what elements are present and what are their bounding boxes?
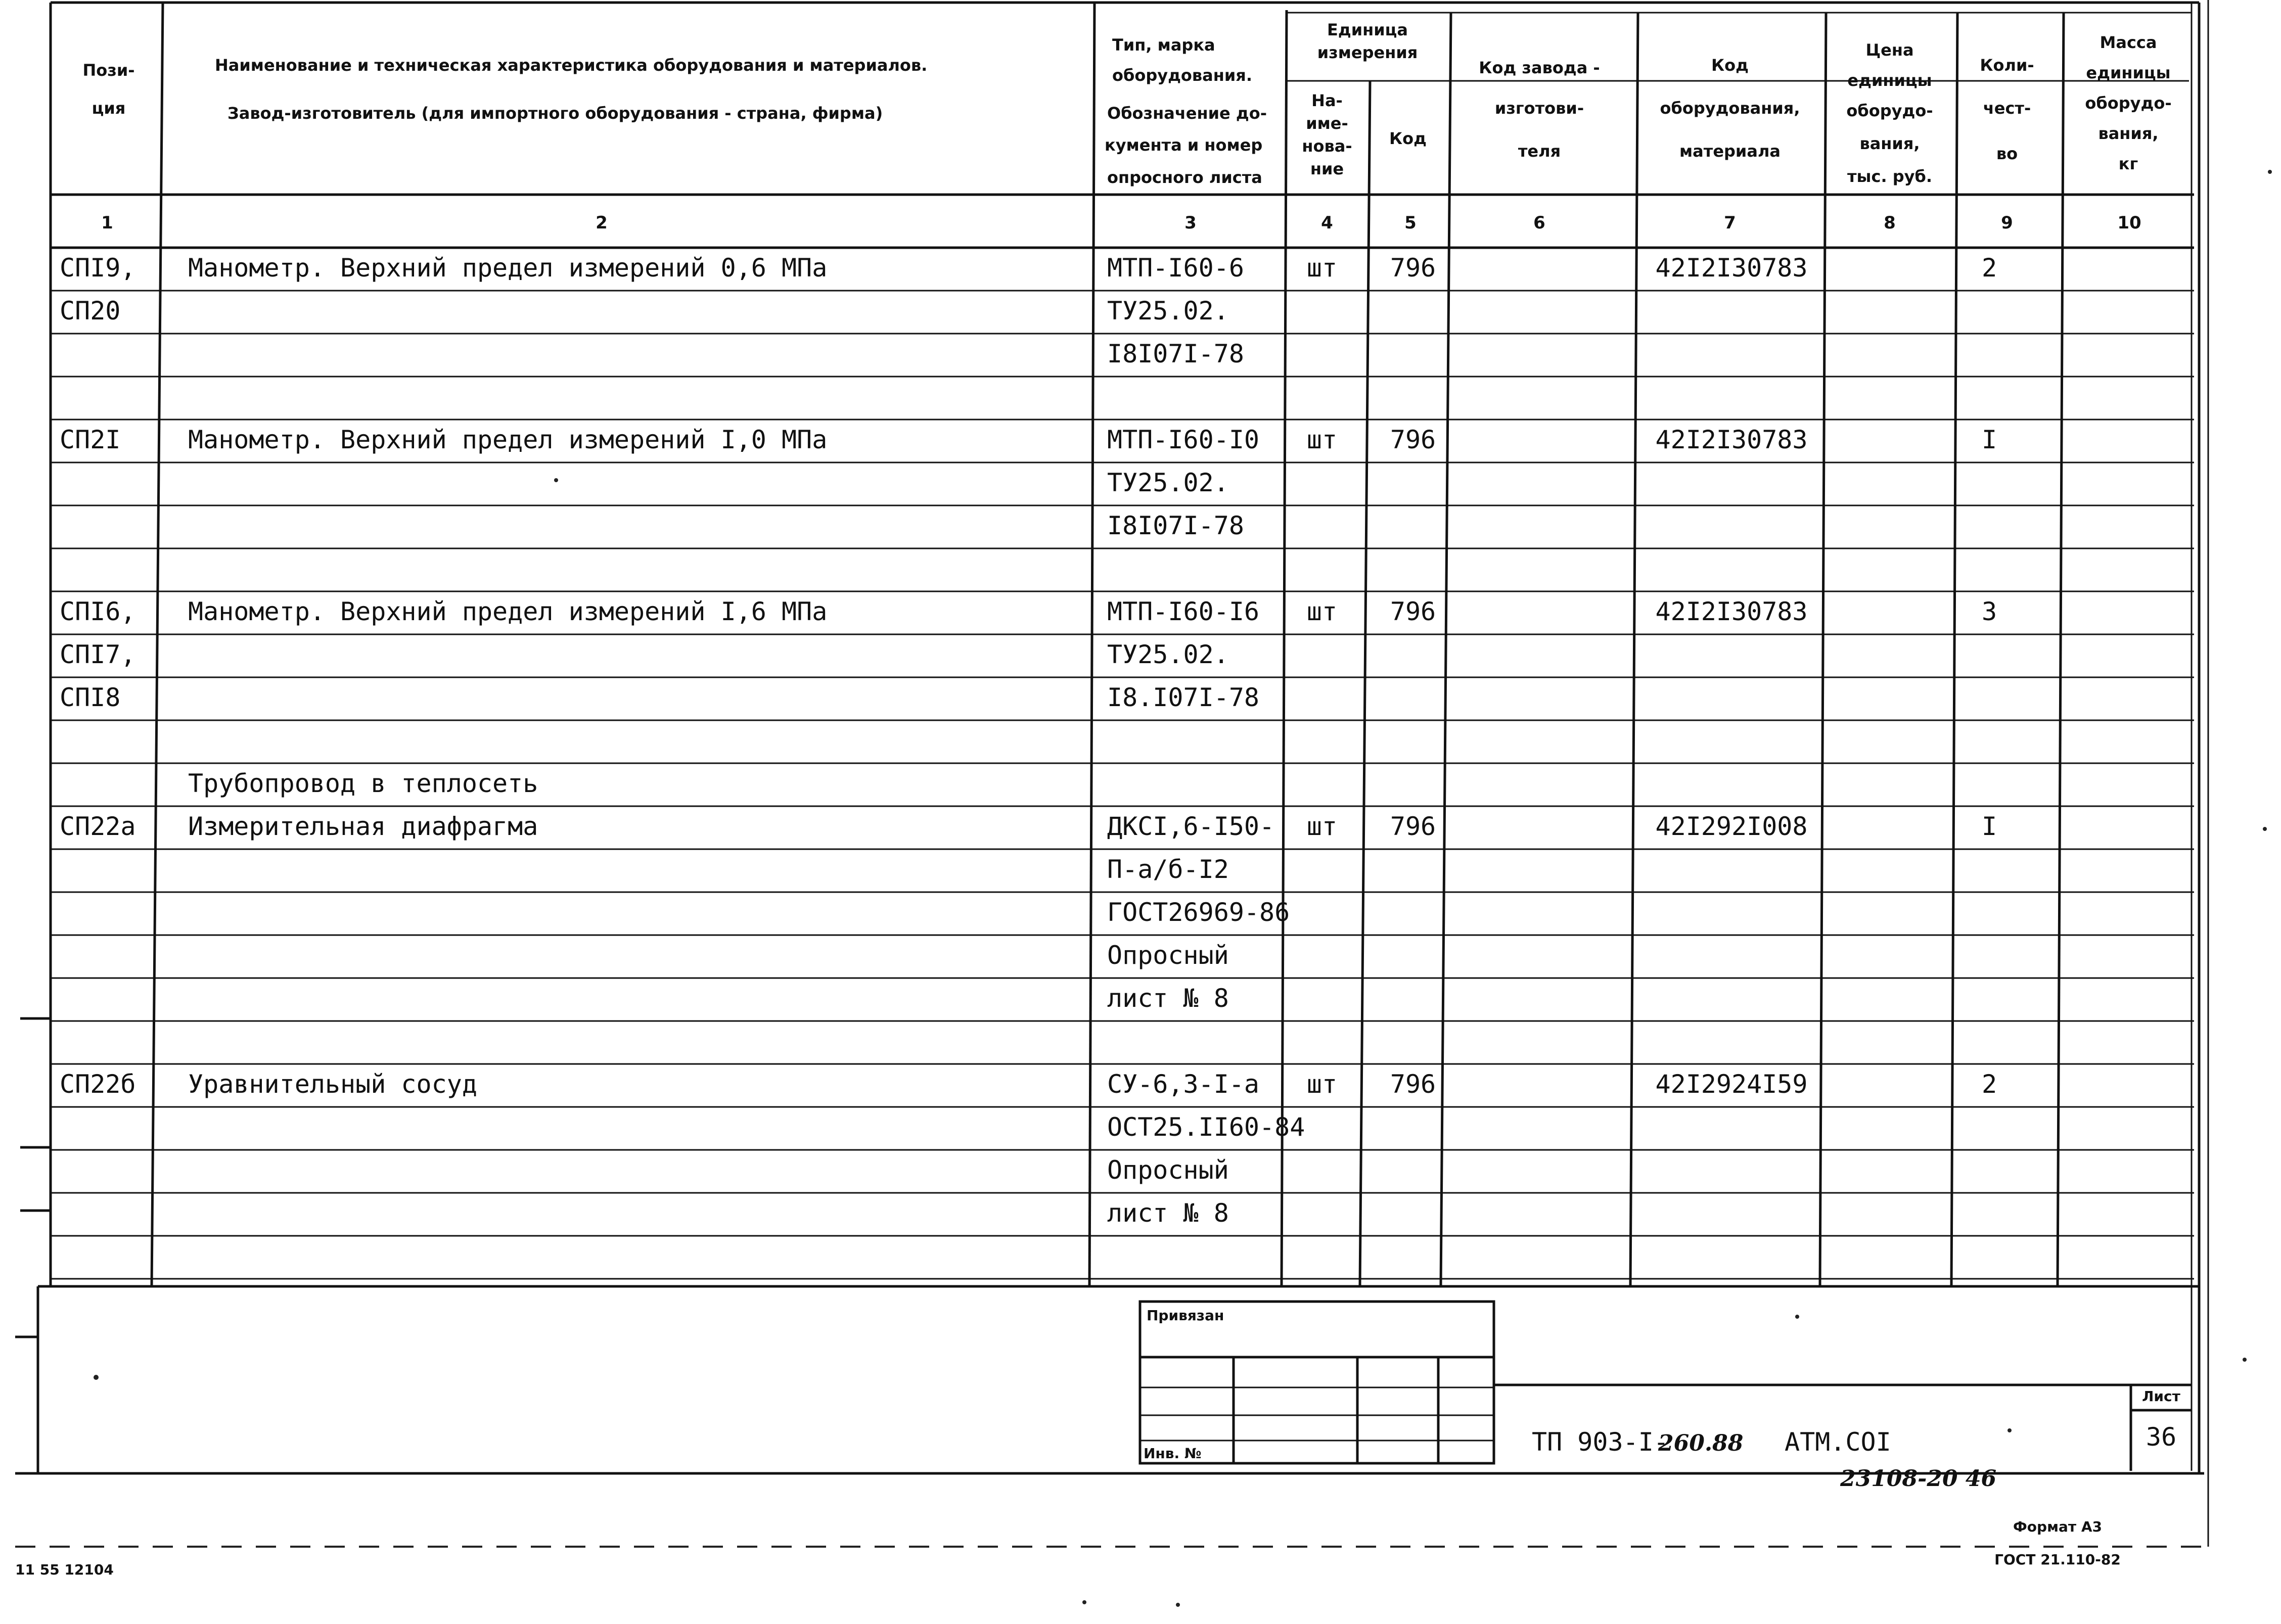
scan-specks xyxy=(94,170,2272,1607)
table-header xyxy=(82,20,2171,187)
header-plant-code-l1: Код завода - xyxy=(1479,58,1600,77)
table-row xyxy=(1107,855,1229,884)
table-row xyxy=(60,640,1229,669)
header-quantity-l2: чест- xyxy=(1983,99,2031,118)
name-cell: Манометр. Верхний предел измерений I,6 МПа xyxy=(188,597,828,626)
type-cell: лист № 8 xyxy=(1107,1198,1229,1228)
position-cell: СП22б xyxy=(60,1070,136,1099)
column-numbers xyxy=(101,213,2141,233)
unit-name-cell: шт xyxy=(1306,812,1338,841)
type-cell: СУ-6,3-I-а xyxy=(1107,1070,1260,1099)
equipment-code-cell: 42I2I30783 xyxy=(1655,425,1808,454)
name-cell: Измерительная диафрагма xyxy=(188,812,538,841)
type-cell: ДКСI,6-I50- xyxy=(1107,812,1275,841)
header-position-l1: Пози- xyxy=(82,61,135,80)
header-price-l5: тыс. руб. xyxy=(1847,167,1933,186)
position-cell: СП22а xyxy=(60,812,136,841)
header-price-l3: оборудо- xyxy=(1846,101,1933,120)
type-cell: ОСТ25.II60-84 xyxy=(1107,1112,1305,1142)
column-number: 1 xyxy=(101,213,113,233)
type-cell: ТУ25.02. xyxy=(1107,640,1229,669)
table-row xyxy=(60,253,1997,283)
document-code-suffix: АТМ.СОI xyxy=(1785,1427,1891,1457)
header-mass-l2: единицы xyxy=(2086,63,2171,82)
type-cell: I8.I07I-78 xyxy=(1107,683,1260,712)
header-unit-l2: измерения xyxy=(1317,43,1418,62)
column-number: 10 xyxy=(2117,213,2141,233)
table-row xyxy=(1107,1112,1305,1142)
tied-label: Привязан xyxy=(1147,1307,1224,1324)
header-type-l1: Тип, марка xyxy=(1112,35,1215,55)
inventory-label: Инв. № xyxy=(1144,1445,1202,1462)
document-code-prefix: ТП 903-I- xyxy=(1532,1427,1669,1457)
type-cell: МТП-I60-I0 xyxy=(1107,425,1260,454)
unit-code-cell: 796 xyxy=(1390,812,1436,841)
type-cell: ГОСТ26969-86 xyxy=(1107,898,1290,927)
unit-code-cell: 796 xyxy=(1390,1070,1436,1099)
archive-number: 23108-20 46 xyxy=(1840,1466,1997,1492)
type-cell: I8I07I-78 xyxy=(1107,339,1244,368)
header-equipment-code-l1: Код xyxy=(1711,56,1749,75)
header-type-l3: Обозначение до- xyxy=(1107,104,1267,123)
header-type-l4: кумента и номер xyxy=(1105,135,1263,155)
table-row xyxy=(60,812,1997,841)
title-block xyxy=(1140,1302,2192,1471)
equipment-code-cell: 42I2924I59 xyxy=(1655,1070,1808,1099)
margin-ticks xyxy=(15,1018,51,1337)
unit-code-cell: 796 xyxy=(1390,597,1436,626)
column-number: 4 xyxy=(1321,213,1333,233)
equipment-code-cell: 42I2I30783 xyxy=(1655,597,1808,626)
type-cell: ТУ25.02. xyxy=(1107,296,1229,326)
header-price-l4: вания, xyxy=(1859,134,1920,153)
position-cell: СП20 xyxy=(60,296,121,326)
footer-annotations xyxy=(15,1466,2121,1578)
name-cell: Трубопровод в теплосеть xyxy=(188,769,538,798)
header-mass-l3: оборудо- xyxy=(2085,94,2172,113)
column-number: 8 xyxy=(1884,213,1896,233)
table-row xyxy=(60,597,1997,626)
column-number: 2 xyxy=(596,213,608,233)
header-equipment-code-l3: материала xyxy=(1679,142,1781,161)
type-cell: Опросный xyxy=(1107,1155,1229,1185)
position-cell: СП2I xyxy=(60,425,121,454)
name-cell: Уравнительный сосуд xyxy=(188,1070,477,1099)
header-mass-l1: Масса xyxy=(2100,33,2157,52)
table-row xyxy=(60,683,1259,712)
unit-name-cell: шт xyxy=(1306,253,1338,283)
unit-name-cell: шт xyxy=(1306,1070,1338,1099)
header-unit-name-l4: ние xyxy=(1310,159,1344,178)
table-row xyxy=(1107,339,1244,368)
equipment-code-cell: 42I292I008 xyxy=(1655,812,1808,841)
table-row xyxy=(1107,898,1290,927)
table-row xyxy=(1107,1155,1229,1185)
header-plant-code-l2: изготови- xyxy=(1494,99,1584,118)
unit-code-cell: 796 xyxy=(1390,253,1436,283)
type-cell: лист № 8 xyxy=(1107,984,1229,1013)
table-row xyxy=(60,425,1997,454)
column-number: 9 xyxy=(2001,213,2013,233)
column-number: 7 xyxy=(1724,213,1736,233)
table-row xyxy=(1107,941,1229,970)
type-cell: П-а/б-I2 xyxy=(1107,855,1229,884)
unit-name-cell: шт xyxy=(1306,597,1338,626)
table-row xyxy=(1107,984,1229,1013)
table-row xyxy=(188,769,538,798)
header-mass-l4: вания, xyxy=(2098,124,2159,143)
header-quantity-l3: во xyxy=(1996,144,2018,163)
position-cell: СПI6, xyxy=(60,597,136,626)
document-code-handwritten: 260.88 xyxy=(1658,1430,1744,1456)
table-row xyxy=(1107,511,1244,540)
column-number: 6 xyxy=(1533,213,1545,233)
position-cell: СПI7, xyxy=(60,640,136,669)
table-row xyxy=(1107,468,1229,497)
type-cell: МТП-I60-I6 xyxy=(1107,597,1260,626)
position-cell: СПI9, xyxy=(60,253,136,283)
unit-code-cell: 796 xyxy=(1390,425,1436,454)
sheet-number: 36 xyxy=(2146,1422,2177,1452)
quantity-cell: 3 xyxy=(1981,597,1997,626)
position-cell: СПI8 xyxy=(60,683,121,712)
header-position-l2: ция xyxy=(92,99,126,118)
unit-name-cell: шт xyxy=(1306,425,1338,454)
column-number: 5 xyxy=(1404,213,1417,233)
header-type-l5: опросного листа xyxy=(1107,168,1262,187)
header-unit-code: Код xyxy=(1389,129,1427,148)
header-unit-l1: Единица xyxy=(1327,20,1408,39)
header-unit-name-l2: име- xyxy=(1306,114,1348,133)
type-cell: МТП-I60-6 xyxy=(1107,253,1244,283)
quantity-cell: I xyxy=(1981,812,1997,841)
quantity-cell: 2 xyxy=(1981,253,1997,283)
header-plant-code-l3: теля xyxy=(1518,142,1561,161)
sheet-label: Лист xyxy=(2142,1388,2180,1405)
quantity-cell: 2 xyxy=(1981,1070,1997,1099)
table-body xyxy=(60,253,1997,1228)
header-equipment-code-l2: оборудования, xyxy=(1660,99,1800,118)
table-row xyxy=(1107,1198,1229,1228)
equipment-code-cell: 42I2I30783 xyxy=(1655,253,1808,283)
header-name-l2: Завод-изготовитель (для импортного оборудования - страна, фирма) xyxy=(227,104,883,123)
type-cell: I8I07I-78 xyxy=(1107,511,1244,540)
column-number: 3 xyxy=(1184,213,1197,233)
quantity-cell: I xyxy=(1981,425,1997,454)
header-unit-name-l1: На- xyxy=(1311,91,1343,110)
header-unit-name-l3: нова- xyxy=(1302,136,1352,156)
header-mass-l5: кг xyxy=(2118,154,2138,173)
header-price-l1: Цена xyxy=(1865,40,1914,60)
copy-mark: 11 55 12104 xyxy=(15,1561,114,1578)
header-name-l1: Наименование и техническая характеристика оборудования и материалов. xyxy=(215,56,928,75)
table-row xyxy=(60,296,1229,326)
type-cell: Опросный xyxy=(1107,941,1229,970)
type-cell: ТУ25.02. xyxy=(1107,468,1229,497)
header-quantity-l1: Коли- xyxy=(1980,56,2034,75)
table-row xyxy=(60,1070,1997,1099)
header-price-l2: единицы xyxy=(1847,71,1932,90)
format-label: Формат А3 xyxy=(2013,1518,2102,1535)
name-cell: Манометр. Верхний предел измерений 0,6 МПа xyxy=(188,253,828,283)
name-cell: Манометр. Верхний предел измерений I,0 МПа xyxy=(188,425,828,454)
gost-label: ГОСТ 21.110-82 xyxy=(1994,1551,2121,1568)
header-type-l2: оборудования. xyxy=(1112,66,1252,85)
